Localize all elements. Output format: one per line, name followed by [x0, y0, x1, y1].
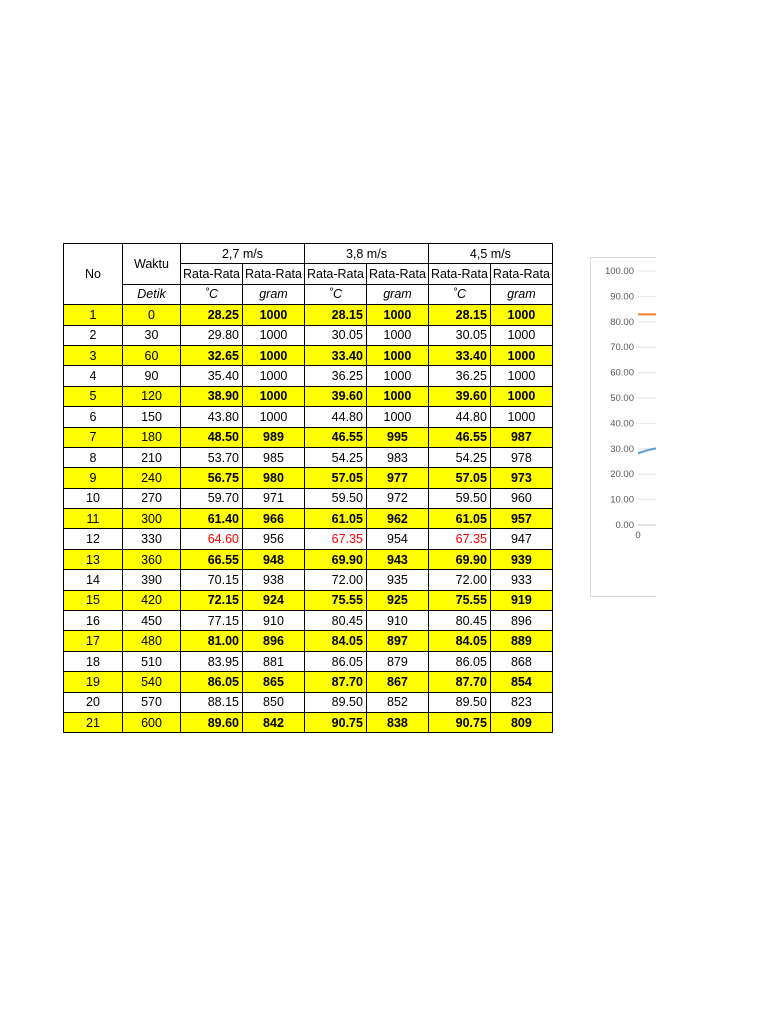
- row-mass-45: 957: [490, 509, 552, 529]
- table-body: [64, 305, 553, 733]
- row-waktu: 480: [123, 631, 181, 651]
- row-temp-27: 64.60: [181, 529, 243, 549]
- row-mass-38: 1000: [366, 386, 428, 406]
- table-row: [64, 590, 553, 610]
- y-tick-label: 80.00: [610, 316, 634, 328]
- row-waktu: 510: [123, 651, 181, 671]
- row-no: 18: [64, 651, 123, 671]
- row-no: 16: [64, 611, 123, 631]
- row-mass-45: 1000: [490, 407, 552, 427]
- row-temp-45: 39.60: [428, 386, 490, 406]
- row-temp-45: 30.05: [428, 325, 490, 345]
- row-mass-27: 985: [242, 447, 304, 467]
- row-no: 21: [64, 712, 123, 732]
- row-mass-27: 989: [242, 427, 304, 447]
- table-row: [64, 570, 553, 590]
- row-mass-27: 948: [242, 549, 304, 569]
- row-temp-38: 59.50: [304, 488, 366, 508]
- row-no: 14: [64, 570, 123, 590]
- table-row: [64, 345, 553, 365]
- row-mass-38: 867: [366, 672, 428, 692]
- row-temp-27: 88.15: [181, 692, 243, 712]
- row-temp-27: 43.80: [181, 407, 243, 427]
- row-mass-38: 977: [366, 468, 428, 488]
- row-no: 9: [64, 468, 123, 488]
- row-no: 3: [64, 345, 123, 365]
- row-mass-38: 962: [366, 509, 428, 529]
- y-tick-label: 50.00: [610, 393, 634, 404]
- row-mass-38: 972: [366, 488, 428, 508]
- unit-celsius: ˚C: [304, 284, 366, 304]
- row-mass-45: 1000: [490, 345, 552, 365]
- header-speed-2: 3,8 m/s: [304, 244, 428, 264]
- table-row: [64, 509, 553, 529]
- row-temp-27: 32.65: [181, 345, 243, 365]
- row-temp-45: 69.90: [428, 549, 490, 569]
- row-no: 12: [64, 529, 123, 549]
- row-temp-45: 33.40: [428, 345, 490, 365]
- row-waktu: 330: [123, 529, 181, 549]
- table-row: [64, 447, 553, 467]
- row-temp-38: 33.40: [304, 345, 366, 365]
- row-mass-27: 938: [242, 570, 304, 590]
- header-speed-3: 4,5 m/s: [428, 244, 552, 264]
- row-no: 4: [64, 366, 123, 386]
- row-temp-27: 89.60: [181, 712, 243, 732]
- chart-series: [638, 314, 656, 453]
- row-temp-27: 56.75: [181, 468, 243, 488]
- row-mass-45: 960: [490, 488, 552, 508]
- row-mass-38: 995: [366, 427, 428, 447]
- header-no: No: [64, 244, 123, 305]
- row-temp-27: 61.40: [181, 509, 243, 529]
- row-temp-38: 87.70: [304, 672, 366, 692]
- row-temp-38: 90.75: [304, 712, 366, 732]
- header-rata-rata: Rata-Rata: [366, 264, 428, 284]
- row-mass-27: 1000: [242, 345, 304, 365]
- y-tick-label: 60.00: [610, 367, 634, 379]
- row-temp-27: 38.90: [181, 386, 243, 406]
- row-temp-38: 89.50: [304, 692, 366, 712]
- x-tick-label: 0: [635, 530, 641, 541]
- row-mass-38: 1000: [366, 366, 428, 386]
- row-mass-27: 1000: [242, 305, 304, 325]
- row-mass-27: 1000: [242, 366, 304, 386]
- row-temp-45: 57.05: [428, 468, 490, 488]
- header-rata-rata: Rata-Rata: [242, 264, 304, 284]
- row-mass-45: 1000: [490, 366, 552, 386]
- row-mass-45: 823: [490, 692, 552, 712]
- row-waktu: 240: [123, 468, 181, 488]
- row-no: 13: [64, 549, 123, 569]
- y-tick-label: 10.00: [610, 494, 634, 506]
- row-waktu: 30: [123, 325, 181, 345]
- row-mass-38: 879: [366, 651, 428, 671]
- row-mass-45: 1000: [490, 386, 552, 406]
- row-no: 2: [64, 325, 123, 345]
- row-mass-45: 919: [490, 590, 552, 610]
- row-mass-38: 983: [366, 447, 428, 467]
- row-temp-45: 54.25: [428, 447, 490, 467]
- row-temp-27: 28.25: [181, 305, 243, 325]
- row-temp-45: 80.45: [428, 611, 490, 631]
- row-temp-38: 75.55: [304, 590, 366, 610]
- row-no: 5: [64, 386, 123, 406]
- row-no: 7: [64, 427, 123, 447]
- row-waktu: 90: [123, 366, 181, 386]
- row-temp-38: 84.05: [304, 631, 366, 651]
- row-mass-45: 939: [490, 549, 552, 569]
- row-mass-38: 1000: [366, 305, 428, 325]
- row-mass-45: 933: [490, 570, 552, 590]
- table-row: [64, 427, 553, 447]
- row-no: 6: [64, 407, 123, 427]
- row-mass-38: 910: [366, 611, 428, 631]
- row-temp-27: 35.40: [181, 366, 243, 386]
- row-temp-45: 67.35: [428, 529, 490, 549]
- row-no: 20: [64, 692, 123, 712]
- row-temp-38: 72.00: [304, 570, 366, 590]
- row-no: 17: [64, 631, 123, 651]
- row-mass-45: 868: [490, 651, 552, 671]
- table-row: [64, 631, 553, 651]
- row-waktu: 600: [123, 712, 181, 732]
- row-temp-27: 53.70: [181, 447, 243, 467]
- row-temp-38: 57.05: [304, 468, 366, 488]
- unit-gram: gram: [490, 284, 552, 304]
- row-temp-38: 80.45: [304, 611, 366, 631]
- table-row: [64, 529, 553, 549]
- row-waktu: 300: [123, 509, 181, 529]
- row-temp-45: 84.05: [428, 631, 490, 651]
- row-no: 1: [64, 305, 123, 325]
- table-row: [64, 549, 553, 569]
- table-row: [64, 468, 553, 488]
- row-temp-45: 75.55: [428, 590, 490, 610]
- table-row: [64, 692, 553, 712]
- row-temp-27: 66.55: [181, 549, 243, 569]
- header-speed-1: 2,7 m/s: [181, 244, 305, 264]
- row-temp-38: 86.05: [304, 651, 366, 671]
- y-tick-label: 100.00: [604, 266, 634, 277]
- row-mass-27: 896: [242, 631, 304, 651]
- row-temp-38: 46.55: [304, 427, 366, 447]
- row-temp-27: 86.05: [181, 672, 243, 692]
- row-temp-27: 72.15: [181, 590, 243, 610]
- unit-detik: Detik: [123, 284, 181, 304]
- gridlines: [638, 271, 656, 525]
- y-tick-label: 20.00: [610, 469, 634, 481]
- row-waktu: 120: [123, 386, 181, 406]
- header-rata-rata: Rata-Rata: [428, 264, 490, 284]
- row-no: 8: [64, 447, 123, 467]
- table-row: [64, 325, 553, 345]
- row-waktu: 420: [123, 590, 181, 610]
- row-mass-45: 947: [490, 529, 552, 549]
- row-temp-45: 86.05: [428, 651, 490, 671]
- row-temp-45: 36.25: [428, 366, 490, 386]
- row-temp-27: 81.00: [181, 631, 243, 651]
- y-tick-label: 40.00: [610, 418, 634, 430]
- row-mass-38: 897: [366, 631, 428, 651]
- row-mass-45: 1000: [490, 305, 552, 325]
- table-row: [64, 672, 553, 692]
- chart-fragment: [590, 257, 656, 597]
- row-mass-27: 1000: [242, 407, 304, 427]
- row-mass-38: 925: [366, 590, 428, 610]
- y-axis-ticks: [605, 266, 634, 531]
- row-mass-38: 1000: [366, 407, 428, 427]
- row-mass-45: 973: [490, 468, 552, 488]
- row-temp-45: 90.75: [428, 712, 490, 732]
- row-temp-27: 59.70: [181, 488, 243, 508]
- row-temp-45: 72.00: [428, 570, 490, 590]
- row-mass-45: 987: [490, 427, 552, 447]
- header-rata-rata: Rata-Rata: [181, 264, 243, 284]
- row-mass-38: 1000: [366, 345, 428, 365]
- header-rata-rata: Rata-Rata: [490, 264, 552, 284]
- row-waktu: 0: [123, 305, 181, 325]
- row-mass-27: 1000: [242, 386, 304, 406]
- row-temp-38: 36.25: [304, 366, 366, 386]
- table-row: [64, 712, 553, 732]
- row-temp-27: 48.50: [181, 427, 243, 447]
- row-mass-45: 854: [490, 672, 552, 692]
- row-waktu: 270: [123, 488, 181, 508]
- row-mass-45: 978: [490, 447, 552, 467]
- row-mass-45: 896: [490, 611, 552, 631]
- row-temp-38: 69.90: [304, 549, 366, 569]
- row-mass-38: 935: [366, 570, 428, 590]
- header-waktu: Waktu: [123, 244, 181, 285]
- row-mass-27: 956: [242, 529, 304, 549]
- row-temp-27: 83.95: [181, 651, 243, 671]
- row-temp-38: 30.05: [304, 325, 366, 345]
- row-mass-27: 980: [242, 468, 304, 488]
- row-temp-45: 59.50: [428, 488, 490, 508]
- y-tick-label: 70.00: [610, 342, 634, 354]
- row-mass-45: 1000: [490, 325, 552, 345]
- row-mass-27: 966: [242, 509, 304, 529]
- row-mass-27: 881: [242, 651, 304, 671]
- table-row: [64, 386, 553, 406]
- x-axis-ticks: [635, 530, 640, 541]
- row-no: 11: [64, 509, 123, 529]
- table-row: [64, 611, 553, 631]
- row-temp-38: 39.60: [304, 386, 366, 406]
- row-mass-38: 838: [366, 712, 428, 732]
- header-rata-rata: Rata-Rata: [304, 264, 366, 284]
- row-waktu: 60: [123, 345, 181, 365]
- row-mass-27: 850: [242, 692, 304, 712]
- row-mass-45: 889: [490, 631, 552, 651]
- row-temp-45: 46.55: [428, 427, 490, 447]
- table-row: [64, 488, 553, 508]
- row-temp-38: 44.80: [304, 407, 366, 427]
- table-row: [64, 651, 553, 671]
- row-temp-45: 44.80: [428, 407, 490, 427]
- y-tick-label: 90.00: [610, 291, 634, 303]
- row-waktu: 360: [123, 549, 181, 569]
- y-tick-label: 0.00: [615, 520, 634, 531]
- row-mass-27: 1000: [242, 325, 304, 345]
- row-mass-27: 842: [242, 712, 304, 732]
- row-temp-45: 87.70: [428, 672, 490, 692]
- row-waktu: 180: [123, 427, 181, 447]
- row-temp-45: 28.15: [428, 305, 490, 325]
- row-temp-38: 54.25: [304, 447, 366, 467]
- row-mass-27: 971: [242, 488, 304, 508]
- row-no: 15: [64, 590, 123, 610]
- row-temp-38: 67.35: [304, 529, 366, 549]
- row-temp-38: 61.05: [304, 509, 366, 529]
- row-no: 19: [64, 672, 123, 692]
- row-mass-45: 809: [490, 712, 552, 732]
- unit-celsius: ˚C: [181, 284, 243, 304]
- row-temp-27: 29.80: [181, 325, 243, 345]
- row-waktu: 210: [123, 447, 181, 467]
- row-waktu: 540: [123, 672, 181, 692]
- row-mass-38: 943: [366, 549, 428, 569]
- data-table: [63, 243, 553, 733]
- row-temp-45: 89.50: [428, 692, 490, 712]
- row-mass-27: 910: [242, 611, 304, 631]
- row-mass-38: 954: [366, 529, 428, 549]
- unit-gram: gram: [366, 284, 428, 304]
- unit-celsius: ˚C: [428, 284, 490, 304]
- row-mass-27: 865: [242, 672, 304, 692]
- row-mass-38: 1000: [366, 325, 428, 345]
- row-temp-38: 28.15: [304, 305, 366, 325]
- row-temp-27: 77.15: [181, 611, 243, 631]
- unit-gram: gram: [242, 284, 304, 304]
- row-waktu: 450: [123, 611, 181, 631]
- row-temp-45: 61.05: [428, 509, 490, 529]
- row-mass-27: 924: [242, 590, 304, 610]
- row-no: 10: [64, 488, 123, 508]
- row-mass-38: 852: [366, 692, 428, 712]
- row-temp-27: 70.15: [181, 570, 243, 590]
- row-waktu: 150: [123, 407, 181, 427]
- table-row: [64, 366, 553, 386]
- table-row: [64, 305, 553, 325]
- y-tick-label: 30.00: [610, 443, 634, 455]
- table-row: [64, 407, 553, 427]
- row-waktu: 570: [123, 692, 181, 712]
- row-waktu: 390: [123, 570, 181, 590]
